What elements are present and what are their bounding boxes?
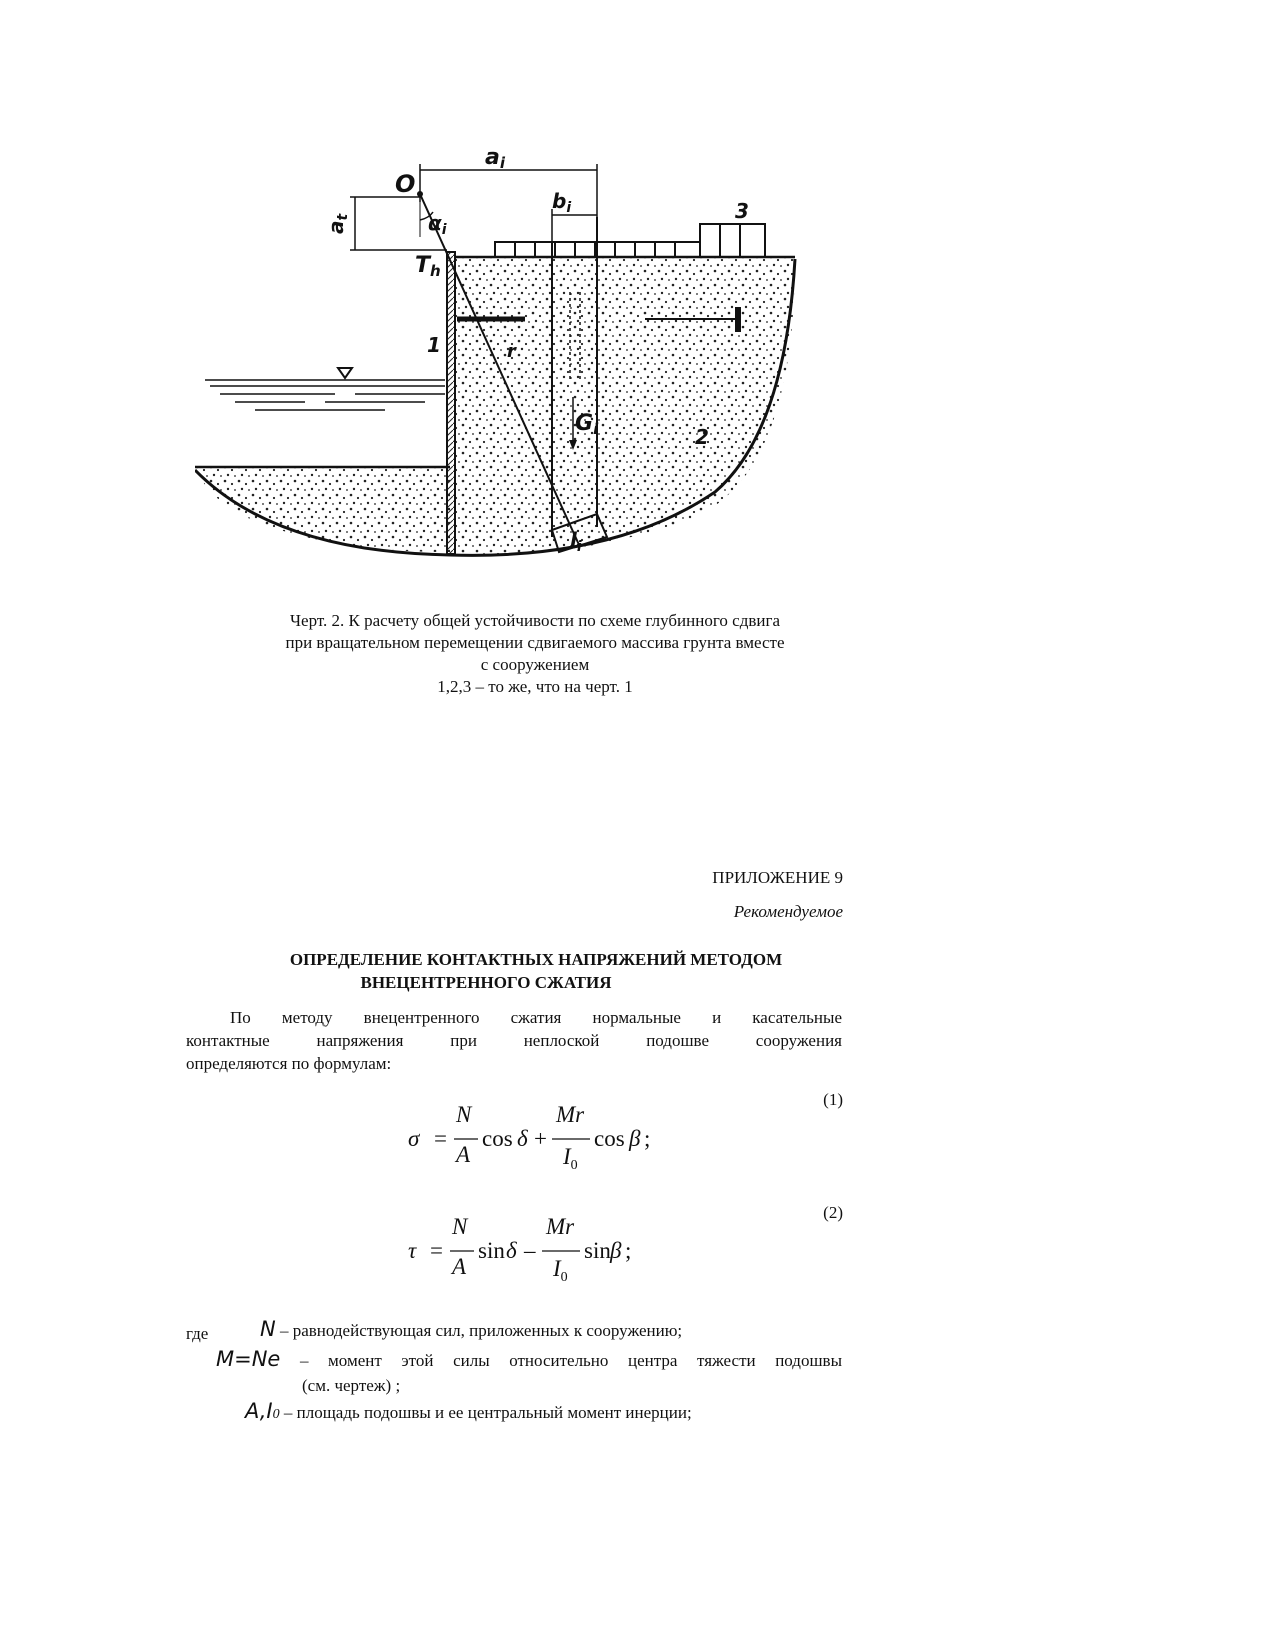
where-label: где <box>186 1324 209 1343</box>
eq2-op: – <box>524 1238 536 1263</box>
def2-text: – момент этой силы относительно центра тяжести подошвы <box>280 1351 842 1370</box>
eq2-den2: I <box>553 1256 561 1281</box>
svg-text:I0: $I_0$ <box>553 1256 568 1285</box>
svg-text:;: ; <box>625 1238 632 1263</box>
eq2-arg1: δ <box>506 1238 517 1263</box>
eq1-arg1: δ <box>517 1126 528 1151</box>
appendix-status: Рекомендуемое <box>733 902 843 921</box>
title-line-1: ОПРЕДЕЛЕНИЕ КОНТАКТНЫХ НАПРЯЖЕНИЙ МЕТОДОМ <box>289 950 783 969</box>
eq1-lhs: σ <box>408 1126 420 1151</box>
equation-2 <box>400 1212 680 1292</box>
def1-text: – равнодействующая сил, приложенных к сооружению; <box>275 1321 683 1340</box>
caption-line-1: Черт. 2. К расчету общей устойчивости по схеме глубинного сдвига <box>290 611 780 630</box>
label-3: 3 <box>735 199 749 223</box>
svg-text:=: = <box>434 1126 447 1151</box>
intro-line-2: контактные напряжения при неплоской подошве сооружения <box>186 1031 842 1050</box>
svg-text:ai: ai <box>485 145 506 172</box>
figure-caption <box>225 610 845 698</box>
label-alpha: α <box>428 211 442 235</box>
eq2-fn2: sin <box>584 1238 611 1263</box>
equation-2-number: (2) <box>823 1203 843 1222</box>
eq1-num1: N <box>456 1102 472 1127</box>
definition-2 <box>216 1348 842 1372</box>
label-l-i: l <box>570 528 577 552</box>
svg-text:;: ; <box>644 1126 651 1151</box>
svg-text:=: = <box>430 1238 443 1263</box>
eq1-arg2: β <box>629 1126 641 1151</box>
label-r: r <box>507 341 516 362</box>
eq2-arg2: β <box>610 1238 622 1263</box>
label-O: O <box>395 170 416 198</box>
water-lines <box>205 380 445 410</box>
eq2-fn1: sin <box>478 1238 505 1263</box>
svg-text:αi: $\alpha_i$ <box>428 211 447 238</box>
surcharge-load <box>495 224 765 257</box>
def2-symbol: M=Ne <box>216 1347 281 1371</box>
svg-text:bi: $b_i$ <box>552 189 572 216</box>
appendix-label: ПРИЛОЖЕНИЕ 9 <box>712 868 843 887</box>
caption-line-4: 1,2,3 – то же, что на черт. 1 <box>437 677 633 696</box>
label-b-i: b <box>552 189 567 213</box>
def3-symbol: A,I <box>245 1399 273 1423</box>
intro-line-3: определяются по формулам: <box>186 1054 392 1073</box>
definition-2-continued: (см. чертеж) ; <box>302 1376 401 1395</box>
equation-1-number: (1) <box>823 1090 843 1109</box>
eq1-fn2: cos <box>594 1126 625 1151</box>
definition-1 <box>260 1318 682 1342</box>
label-a-i: a <box>485 145 500 170</box>
eq2-lhs: τ <box>408 1238 417 1263</box>
eq2-num1: N <box>452 1214 468 1239</box>
svg-text:Gi: Gi <box>575 411 599 438</box>
definition-3: A,I0 – площадь подошвы и ее центральный момент инерции; <box>245 1399 692 1423</box>
retaining-wall <box>447 252 455 554</box>
eq1-den1: A <box>456 1142 471 1167</box>
svg-text:at: $a_t$ <box>324 213 351 234</box>
stability-diagram <box>195 142 835 602</box>
equation-1 <box>400 1100 680 1180</box>
eq2-num2: Mr <box>546 1214 575 1239</box>
label-1: 1 <box>427 333 441 357</box>
def3-text: – площадь подошвы и ее центральный момент инерции; <box>279 1403 692 1422</box>
caption-line-3: с сооружением <box>480 655 590 674</box>
eq1-op: + <box>534 1126 547 1151</box>
water-level-icon <box>338 368 352 378</box>
svg-text:I0: $I_0$ <box>563 1144 578 1173</box>
label-G-i: G <box>575 411 594 436</box>
label-2: 2 <box>695 425 709 449</box>
eq1-den2: I <box>563 1144 571 1169</box>
eq1-num2: Mr <box>556 1102 585 1127</box>
svg-text:li: $l_i$ <box>570 528 582 555</box>
soil-mass <box>455 257 795 554</box>
eq1-fn1: cos <box>482 1126 513 1151</box>
label-a-t: a <box>324 220 348 234</box>
svg-text:Th: Th <box>415 253 441 280</box>
title-line-2: ВНЕЦЕНТРЕННОГО СЖАТИЯ <box>360 973 612 992</box>
intro-line-1: По методу внецентренного сжатия нормальные и касательные <box>230 1008 842 1027</box>
appendix-title <box>230 948 842 994</box>
caption-line-2: при вращательном перемещении сдвигаемого массива грунта вместе <box>285 633 785 652</box>
eq2-den1: A <box>452 1254 467 1279</box>
def1-symbol: N <box>260 1317 276 1341</box>
label-T-h: T <box>415 253 431 278</box>
